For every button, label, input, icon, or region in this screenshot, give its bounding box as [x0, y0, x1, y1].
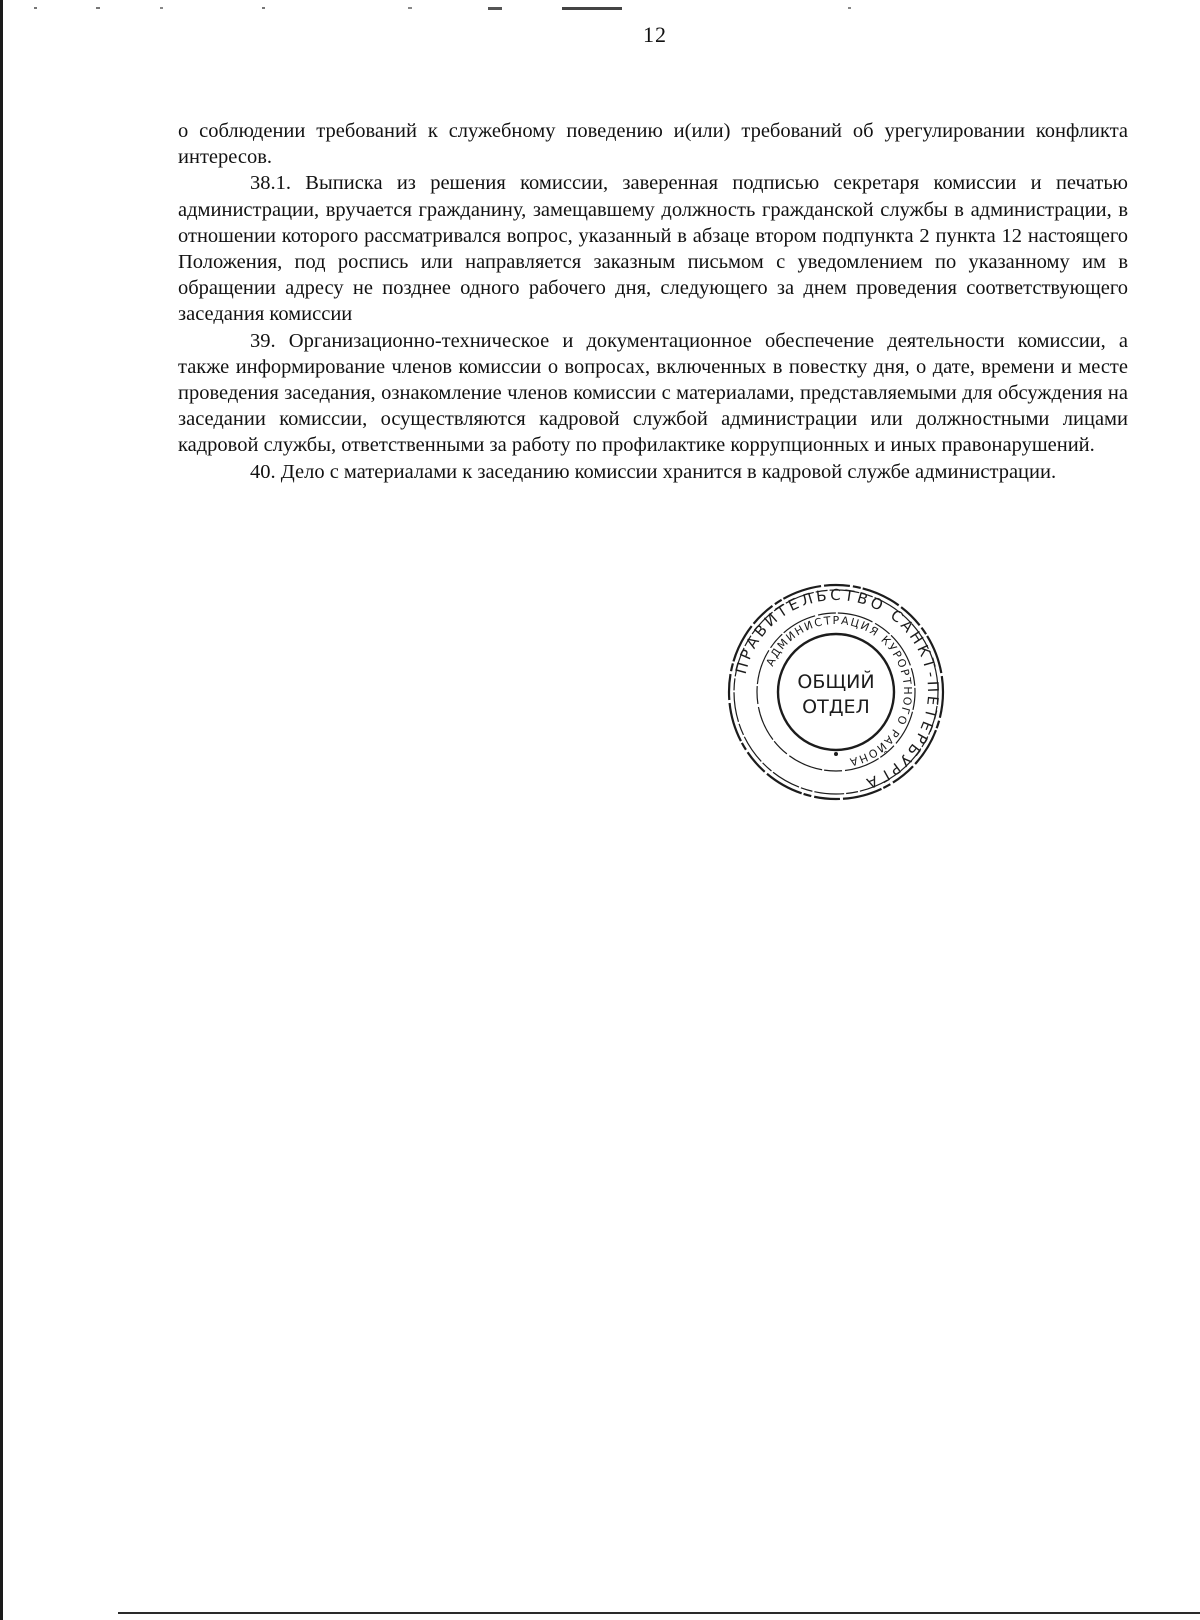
- paragraph-40: 40. Дело с материалами к заседанию комиссии хранится в кадровой службе администрации.: [250, 460, 1057, 483]
- scan-left-edge: [0, 0, 3, 1620]
- stamp-outer-ring-text: ПРАВИТЕЛЬСТВО САНКТ-ПЕТЕРБУРГА: [731, 585, 943, 794]
- scan-bottom-edge: [118, 1612, 1200, 1614]
- stamp-center-line-2: ОТДЕЛ: [802, 696, 870, 718]
- document-body: [178, 118, 1128, 485]
- paragraph-39: 39. Организационно-техническое и документационное обеспечение деятельности комиссии, а также информирование членов комиссии о вопросах, включенных в повестку дня, о дате, времени и месте проведения заседания, ознакомление членов комиссии с материалами, представляемыми для обсуждения на заседании комиссии, осуществляются кадровой службой администрации или должностными лицами кадровой службы, ответственными за работу по профилактике коррупционных и иных правонарушений.: [178, 329, 1128, 457]
- stamp-dot: [834, 752, 838, 756]
- stamp-center-line-1: ОБЩИЙ: [797, 671, 875, 693]
- paragraph-continuation: о соблюдении требований к служебному поведению и(или) требований об урегулировании конфликта интересов.: [178, 120, 1128, 169]
- scan-top-edge-specks: [0, 0, 1200, 6]
- page-number: 12: [643, 22, 667, 47]
- paragraph-38-1: 38.1. Выписка из решения комиссии, заверенная подписью секретаря комиссии и печатью администрации, вручается гражданину, замещавшему должность гражданской службы в администрации, в отношении которого рассматривался вопрос, указанный в абзаце втором подпункта 2 пункта 12 настоящего Положения, под роспись или направляется заказным письмом с уведомлением по указанному им в обращении адресу не позднее одного рабочего дня, следующего за днем проведения соответствующего заседания комиссии: [178, 172, 1128, 326]
- official-stamp: [726, 582, 946, 802]
- stamp-inner-ring-text: АДМИНИСТРАЦИЯ КУРОРТНОГО РАЙОНА: [763, 613, 915, 769]
